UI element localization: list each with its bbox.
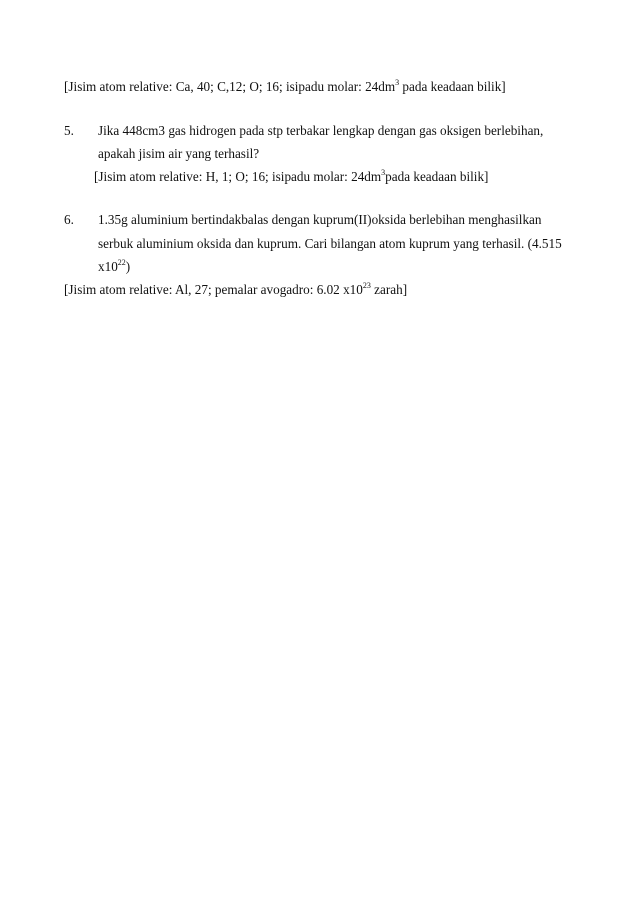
superscript: 3	[395, 78, 400, 87]
answer-text-end: )	[125, 259, 131, 274]
note-text: [Jisim atom relative: H, 1; O; 16; isipadu molar: 24dm	[94, 169, 382, 184]
note-text-end: pada keadaan bilik]	[385, 169, 489, 184]
superscript: 3	[381, 168, 386, 177]
question-6-number: 6.	[64, 212, 74, 227]
atomic-mass-note-top	[64, 80, 506, 93]
question-6-line-3	[98, 260, 130, 273]
note-text-end: pada keadaan bilik]	[399, 79, 506, 94]
question-6-note	[64, 283, 407, 296]
question-5-line-2: apakah jisim air yang terhasil?	[98, 146, 260, 161]
note-text: [Jisim atom relative: Ca, 40; C,12; O; 16; isipadu molar: 24dm	[64, 79, 396, 94]
note-text: [Jisim atom relative: Al, 27; pemalar avogadro: 6.02 x10	[64, 282, 363, 297]
question-6-line-2: serbuk aluminium oksida dan kuprum. Cari bilangan atom kuprum yang terhasil. (4.515	[98, 236, 562, 251]
question-5-note	[94, 170, 488, 183]
superscript: 23	[362, 281, 371, 290]
note-text-end: zarah]	[370, 282, 408, 297]
question-5-line-1: Jika 448cm3 gas hidrogen pada stp terbakar lengkap dengan gas oksigen berlebihan,	[98, 123, 544, 138]
question-5-number: 5.	[64, 123, 74, 138]
question-6-line-1: 1.35g aluminium bertindakbalas dengan kuprum(II)oksida berlebihan menghasilkan	[98, 212, 542, 227]
answer-text: x10	[98, 259, 118, 274]
superscript: 22	[117, 258, 126, 267]
